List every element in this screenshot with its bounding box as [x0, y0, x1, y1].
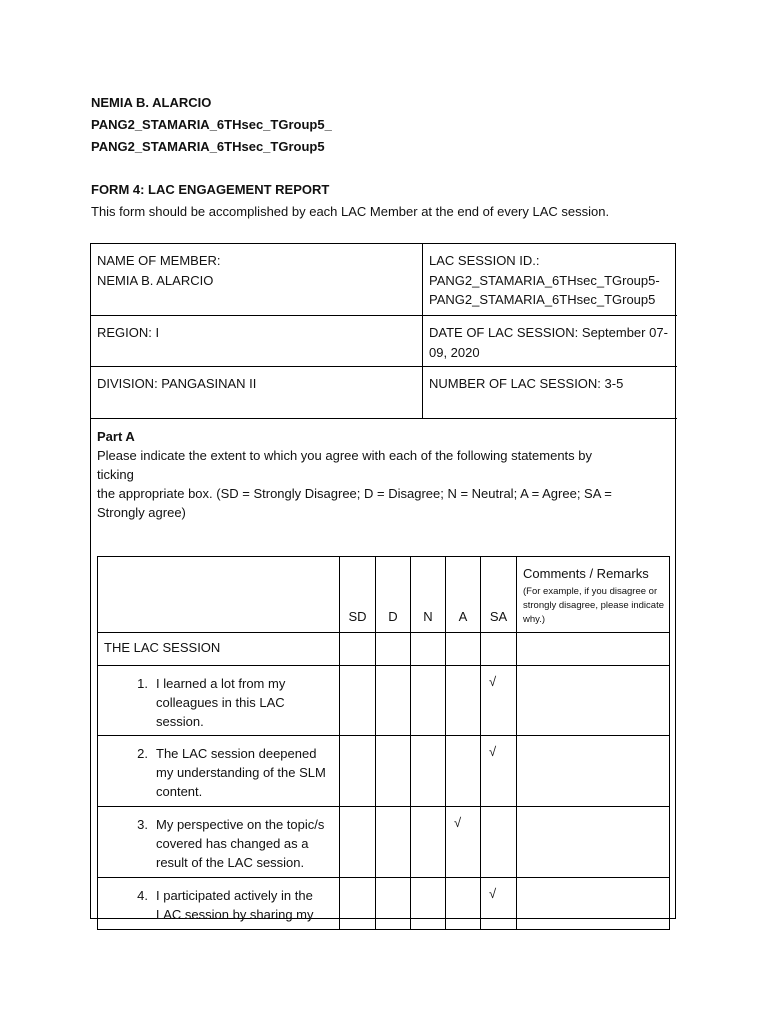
rating-cell-sa[interactable] — [481, 807, 517, 878]
column-header-a: A — [446, 557, 481, 633]
check-mark-icon: √ — [489, 744, 497, 759]
statement-header-cell — [98, 557, 340, 633]
column-header-n: N — [411, 557, 446, 633]
column-header-d: D — [376, 557, 411, 633]
rating-table — [97, 556, 670, 930]
row-divider — [90, 315, 677, 316]
rating-cell-n[interactable] — [411, 878, 446, 930]
lac-session-id-line-2: PANG2_STAMARIA_6THsec_TGroup5 — [429, 292, 656, 307]
region-field: REGION: I — [97, 325, 160, 340]
rating-cell-sd[interactable] — [340, 666, 376, 736]
part-a-instruction-line-4: Strongly agree) — [97, 505, 186, 520]
comments-title: Comments / Remarks — [523, 566, 649, 581]
empty-cell — [411, 633, 446, 666]
name-of-member-value: NEMIA B. ALARCIO — [97, 272, 214, 288]
part-a-instruction-line-1: Please indicate the extent to which you agree with each of the following statements by — [97, 448, 593, 463]
table-row — [98, 878, 670, 930]
rating-cell-sd[interactable] — [340, 736, 376, 807]
member-name-heading: NEMIA B. ALARCIO — [91, 95, 212, 110]
row-divider — [90, 418, 677, 419]
comments-cell[interactable] — [517, 736, 670, 807]
empty-cell — [340, 633, 376, 666]
statement-number: 2. — [137, 746, 148, 761]
rating-cell-a[interactable] — [446, 736, 481, 807]
rating-cell-d[interactable] — [376, 736, 411, 807]
rating-cell-a[interactable] — [446, 807, 481, 878]
form-title: FORM 4: LAC ENGAGEMENT REPORT — [91, 182, 330, 197]
statement-cell — [98, 807, 340, 878]
table-row — [98, 807, 670, 878]
comments-cell[interactable] — [517, 878, 670, 930]
rating-table-header — [98, 557, 670, 633]
empty-cell — [517, 633, 670, 666]
empty-cell — [446, 633, 481, 666]
rating-cell-sa[interactable] — [481, 736, 517, 807]
column-header-comments — [517, 557, 670, 633]
group-id-line-1: PANG2_STAMARIA_6THsec_TGroup5_ — [91, 117, 332, 132]
rating-cell-a[interactable] — [446, 666, 481, 736]
date-line-2: 09, 2020 — [429, 344, 480, 360]
statement-text: I learned a lot from my colleagues in this LAC session. — [156, 676, 286, 729]
statement-cell — [98, 878, 340, 930]
comments-cell[interactable] — [517, 666, 670, 736]
number-of-lac-session-field: NUMBER OF LAC SESSION: 3-5 — [429, 376, 624, 391]
empty-cell — [376, 633, 411, 666]
lac-session-id-label: LAC SESSION ID.: — [429, 253, 540, 268]
comments-cell[interactable] — [517, 807, 670, 878]
lac-session-id-line-1: PANG2_STAMARIA_6THsec_TGroup5- — [429, 272, 660, 288]
section-label: THE LAC SESSION — [98, 633, 340, 666]
date-of-lac-session-field — [429, 323, 668, 362]
check-mark-icon: √ — [454, 815, 462, 830]
lac-session-id-field — [429, 251, 660, 310]
column-header-sd: SD — [340, 557, 376, 633]
statement-text: The LAC session deepened my understanding of the SLM content. — [156, 746, 326, 799]
statement-number: 1. — [137, 676, 148, 691]
statement-number: 4. — [137, 888, 148, 903]
statement-text: My perspective on the topic/s covered has changed as a result of the LAC session. — [156, 817, 325, 870]
group-id-line-2: PANG2_STAMARIA_6THsec_TGroup5 — [91, 139, 325, 154]
name-of-member-label: NAME OF MEMBER: — [97, 253, 221, 268]
rating-cell-n[interactable] — [411, 666, 446, 736]
column-divider — [422, 243, 423, 419]
rating-cell-sd[interactable] — [340, 878, 376, 930]
rating-cell-d[interactable] — [376, 666, 411, 736]
division-field: DIVISION: PANGASINAN II — [97, 376, 257, 391]
part-a-title: Part A — [97, 429, 135, 444]
name-of-member-field — [97, 251, 221, 290]
date-line-1: DATE OF LAC SESSION: September 07- — [429, 325, 668, 340]
rating-cell-a[interactable] — [446, 878, 481, 930]
statement-number: 3. — [137, 817, 148, 832]
rating-cell-sa[interactable] — [481, 878, 517, 930]
statement-cell — [98, 736, 340, 807]
comments-note: (For example, if you disagree or strongly disagree, please indicate why.) — [523, 586, 665, 625]
table-row — [98, 666, 670, 736]
row-divider — [90, 366, 677, 367]
form-instruction: This form should be accomplished by each LAC Member at the end of every LAC session. — [91, 204, 610, 219]
rating-cell-d[interactable] — [376, 807, 411, 878]
check-mark-icon: √ — [489, 674, 497, 689]
check-mark-icon: √ — [489, 886, 497, 901]
part-a-section — [97, 427, 657, 522]
rating-cell-sa[interactable] — [481, 666, 517, 736]
rating-cell-n[interactable] — [411, 807, 446, 878]
column-header-sa: SA — [481, 557, 517, 633]
empty-cell — [481, 633, 517, 666]
table-row — [98, 736, 670, 807]
section-row — [98, 633, 670, 666]
part-a-instruction-line-3: the appropriate box. (SD = Strongly Disagree; D = Disagree; N = Neutral; A = Agree; SA = — [97, 486, 612, 501]
statement-cell — [98, 666, 340, 736]
rating-cell-d[interactable] — [376, 878, 411, 930]
rating-cell-sd[interactable] — [340, 807, 376, 878]
part-a-instruction-line-2: ticking — [97, 467, 134, 482]
statement-text: I participated actively in the LAC session by sharing my — [156, 888, 314, 922]
rating-cell-n[interactable] — [411, 736, 446, 807]
